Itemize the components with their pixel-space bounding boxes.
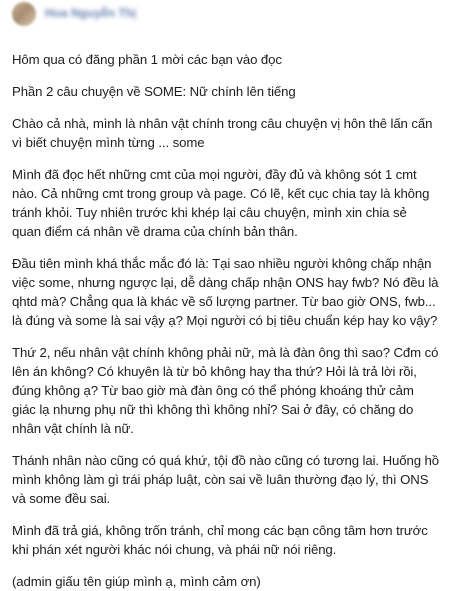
post-paragraph: (admin giấu tên giúp mình ạ, mình cảm ơn) xyxy=(12,574,261,589)
post-paragraph: Chào cả nhà, mình là nhân vật chính trong câu chuyện vị hôn thê lấn cấn vì biết chuyện mình từng ... some xyxy=(12,116,433,150)
post-paragraph: Phần 2 câu chuyện về SOME: Nữ chính lên tiếng xyxy=(12,84,296,99)
author-name[interactable]: Hoa Nguyễn Thị xyxy=(45,6,137,20)
post-paragraph: Hôm qua có đăng phần 1 mời các bạn vào đọc xyxy=(12,52,282,67)
avatar[interactable] xyxy=(12,2,36,26)
post-header xyxy=(12,0,439,32)
post-paragraph: Mình đã đọc hết những cmt của mọi người, đầy đủ và không sót 1 cmt nào. Cả những cmt trong group và page. Có lẽ, kết cục chia tay là không tránh khỏi. Tuy nhiên trước khi khép lại câu chuyện, mình xin chia sẻ quan điểm cá nhân về drama của chính bản thân. xyxy=(12,167,430,239)
post-paragraph: Thứ 2, nếu nhân vật chính không phải nữ, mà là đàn ông thì sao? Cđm có lên án không? Có khuyên là từ bỏ không hay tha thứ? Hỏi là trả lời rồi, đúng không ạ? Từ bao giờ mà đàn ông có thể phóng khoáng thử cảm giác lạ nhưng phụ nữ thì không thì không nhỉ? Sai ở đây, có chăng do nhân vật chính là nữ. xyxy=(12,345,439,436)
post-body xyxy=(12,32,439,591)
post-paragraph: Thánh nhân nào cũng có quá khứ, tội đồ nào cũng có tương lai. Huống hồ mình không làm gì trái pháp luật, còn sai về luân thường đạo lý, thì ONS và some đều sai. xyxy=(12,453,439,506)
post-paragraph: Đầu tiên mình khá thắc mắc đó là: Tại sao nhiều người không chấp nhận việc some, nhưng ngược lại, dễ dàng chấp nhận ONS hay fwb? Nó đều là qhtd mà? Chẳng qua là khác về số lượng partner. Từ bao giờ ONS, fwb... là đúng và some là sai vậy ạ? Mọi người có bị tiêu chuẩn kép hay ko vậy? xyxy=(12,256,439,328)
post-paragraph: Mình đã trả giá, không trốn tránh, chỉ mong các bạn công tâm hơn trước khi phán xét người khác nói chung, và phái nữ nói riêng. xyxy=(12,523,428,557)
